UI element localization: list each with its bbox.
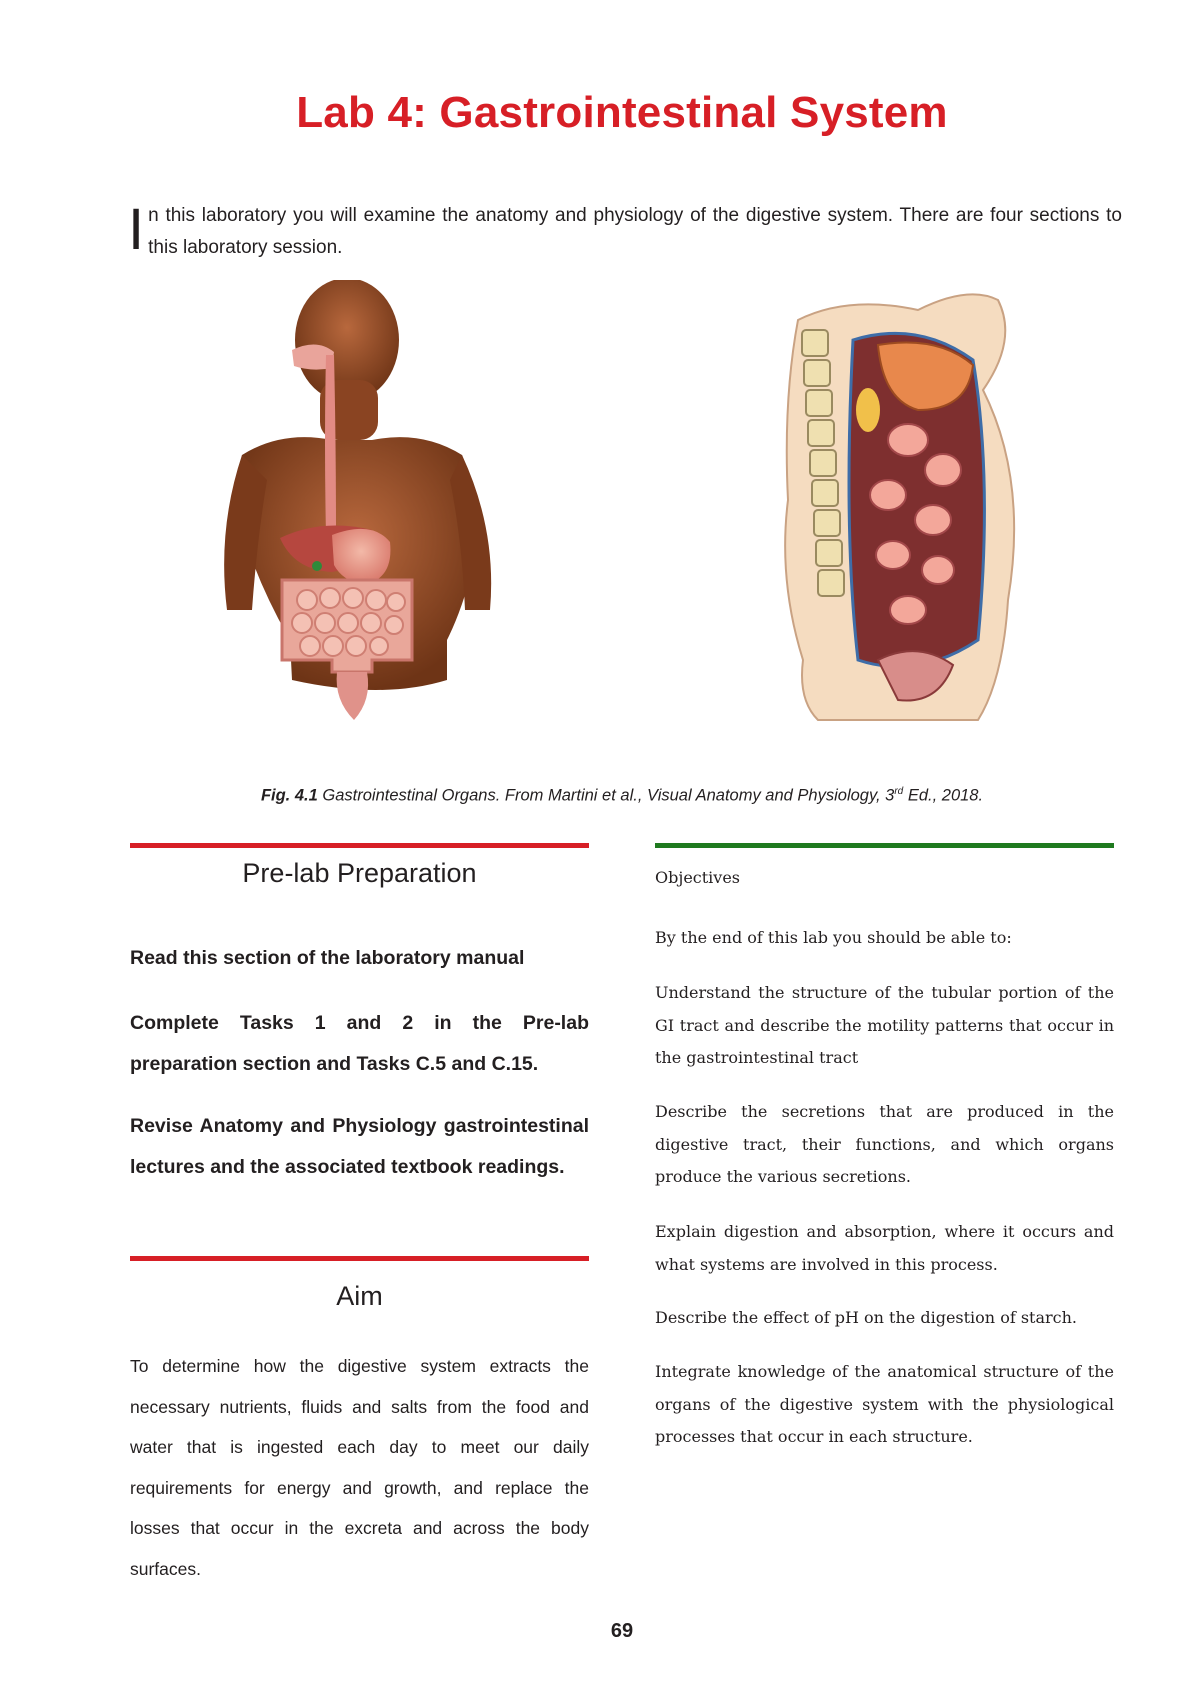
figure-caption bbox=[0, 786, 1200, 806]
intro-paragraph bbox=[128, 197, 1122, 264]
prelab-divider bbox=[130, 843, 589, 848]
objective-item: Describe the effect of pH on the digestion of starch. bbox=[655, 1308, 1078, 1327]
page-title: Lab 4: Gastrointestinal System bbox=[296, 88, 948, 137]
intro-text: n this laboratory you will examine the anatomy and physiology of the digestive system. There are four sections to this laboratory session. bbox=[148, 205, 1122, 258]
figure-label: Fig. 4.1 bbox=[260, 786, 318, 805]
prelab-item: Read this section of the laboratory manual bbox=[130, 947, 525, 969]
abdomen-section-icon bbox=[768, 280, 1038, 740]
objectives-divider bbox=[655, 843, 1114, 848]
objectives-heading: Objectives bbox=[655, 868, 741, 887]
page-number: 69 bbox=[610, 1620, 634, 1642]
torso-digestive-illustration bbox=[222, 280, 522, 760]
objective-item: Explain digestion and absorption, where it occurs and what systems are involved in this process. bbox=[655, 1222, 1114, 1274]
aim-heading: Aim bbox=[336, 1281, 383, 1311]
drop-cap: I bbox=[128, 197, 145, 262]
aim-text: To determine how the digestive system extracts the necessary nutrients, fluids and salts from the food and water that is ingested each day to meet our daily requirements for energy and growth, and replace the losses that occur in the excreta and across the body surfaces. bbox=[130, 1356, 589, 1579]
objective-item: Integrate knowledge of the anatomical structure of the organs of the digestive system with the physiological processes that occur in each structure. bbox=[655, 1362, 1114, 1446]
objective-item: Describe the secretions that are produced in the digestive tract, their functions, and which organs produce the various secretions. bbox=[655, 1102, 1114, 1186]
prelab-item: Revise Anatomy and Physiology gastrointestinal lectures and the associated textbook readings. bbox=[130, 1115, 589, 1178]
figure-caption-text: Gastrointestinal Organs. From Martini et al., Visual Anatomy and Physiology, 3 bbox=[317, 786, 895, 805]
human-torso-icon bbox=[222, 280, 522, 760]
aim-divider bbox=[130, 1256, 589, 1261]
objectives-intro: By the end of this lab you should be able to: bbox=[655, 928, 1012, 947]
objective-item: Understand the structure of the tubular portion of the GI tract and describe the motility patterns that occur in the gastrointestinal tract bbox=[655, 983, 1114, 1067]
figure-caption-end: Ed., 2018. bbox=[903, 786, 984, 805]
sagittal-section-illustration bbox=[768, 280, 1038, 740]
figure-caption-sup: rd bbox=[894, 786, 904, 797]
prelab-item: Complete Tasks 1 and 2 in the Pre-lab preparation section and Tasks C.5 and C.15. bbox=[130, 1012, 589, 1075]
prelab-heading: Pre-lab Preparation bbox=[242, 858, 477, 888]
